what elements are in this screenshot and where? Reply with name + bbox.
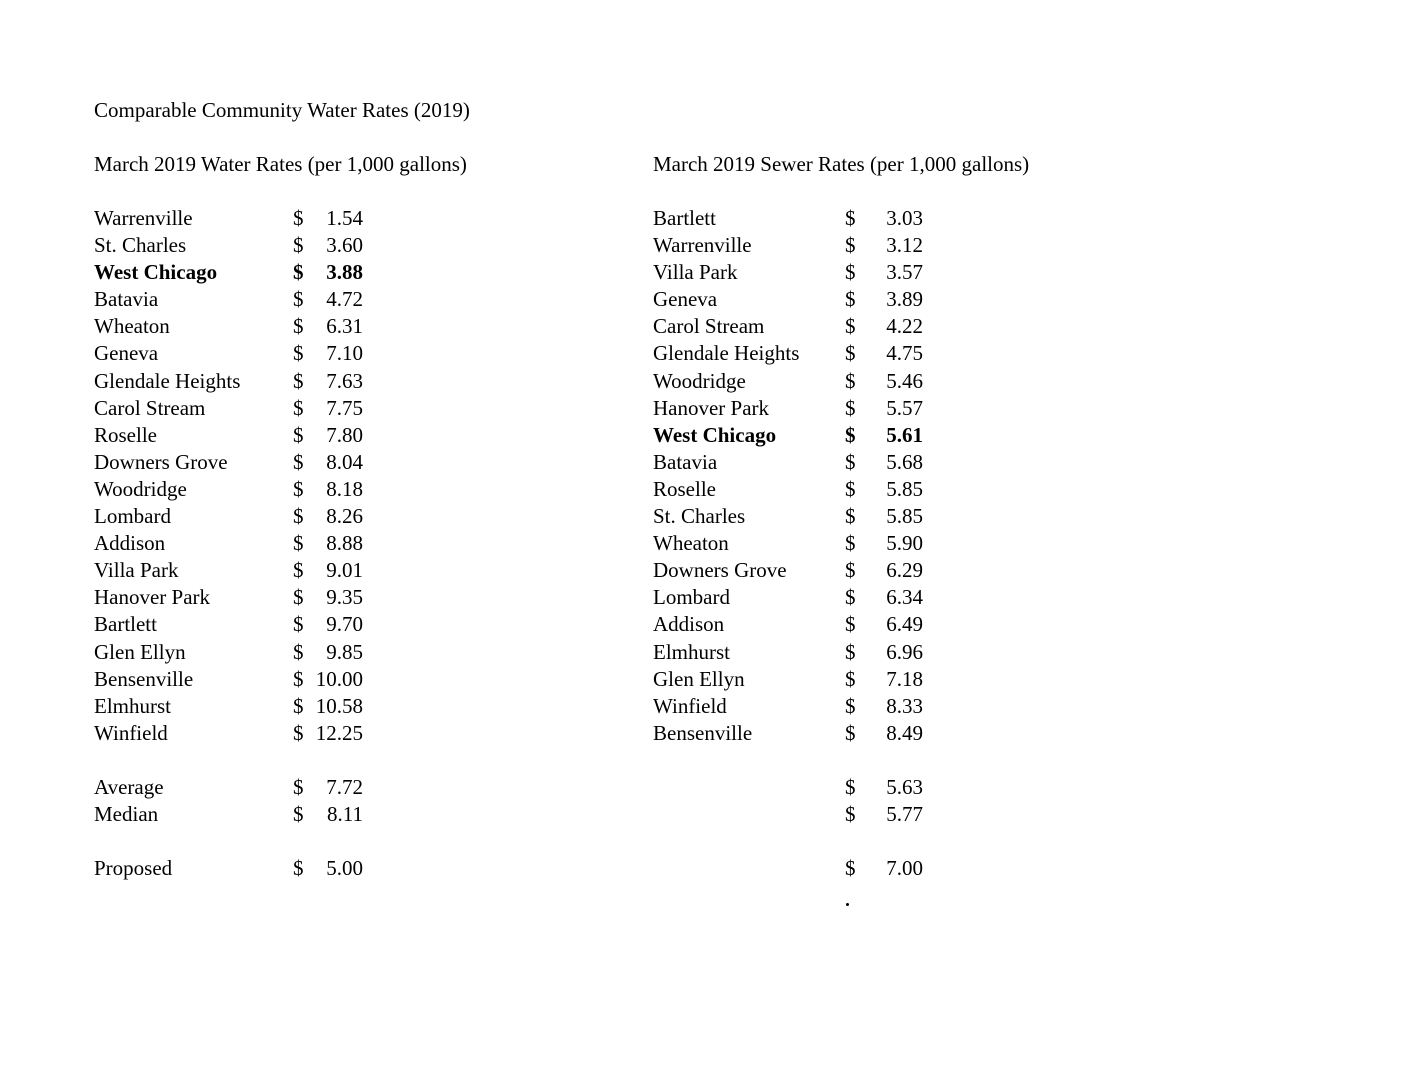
rate-value: 12.25 [315,720,363,745]
water-proposed-value: 5.00 [326,856,363,880]
currency-symbol: $ [293,666,304,691]
community-name: Winfield [94,720,168,745]
community-name: Bensenville [653,720,753,745]
currency-symbol: $ [293,395,304,420]
currency-symbol: $ [845,504,856,529]
sewer-average-value: 5.63 [886,775,923,799]
community-name: Woodridge [653,368,746,393]
rate-value: 7.18 [886,666,923,691]
rate-value: 8.88 [326,531,363,556]
currency-symbol: $ [293,558,304,583]
rate-value: 5.46 [886,368,923,393]
community-name: Downers Grove [653,558,787,583]
rate-value: 5.57 [886,395,923,420]
rate-value: 6.49 [886,612,923,637]
currency-symbol: $ [845,368,856,393]
rate-value: 7.75 [326,395,363,420]
sewer-median-currency: $ [845,802,856,826]
rate-value: 5.61 [886,422,923,447]
water-proposed-label: Proposed [94,856,173,880]
community-name: Warrenville [653,233,752,258]
rate-value: 3.12 [886,233,923,258]
currency-symbol: $ [845,476,856,501]
currency-symbol: $ [293,368,304,393]
community-name: Bartlett [653,206,716,230]
water-average-currency: $ [293,775,304,799]
currency-symbol: $ [845,287,856,312]
rate-value: 6.29 [886,558,923,583]
currency-symbol: $ [293,504,304,529]
community-name: Villa Park [653,260,738,285]
community-name: West Chicago [94,260,218,285]
water-proposed-currency: $ [293,856,304,880]
currency-symbol: $ [845,314,856,339]
community-name: Lombard [94,504,171,529]
community-name: Addison [653,612,725,637]
rate-value: 4.22 [886,314,923,339]
community-name: Wheaton [94,314,170,339]
rate-value: 6.96 [886,639,923,664]
rate-value: 4.75 [886,341,923,366]
community-name: Elmhurst [653,639,730,664]
currency-symbol: $ [293,531,304,556]
currency-symbol: $ [845,639,856,664]
community-name: Geneva [653,287,718,312]
currency-symbol: $ [845,341,856,366]
currency-symbol: $ [845,206,856,230]
currency-symbol: $ [293,476,304,501]
currency-symbol: $ [293,314,304,339]
currency-symbol: $ [845,233,856,258]
community-name: Carol Stream [94,395,206,420]
community-name: Glen Ellyn [94,639,186,664]
rate-value: 7.10 [326,341,363,366]
community-name: Addison [94,531,166,556]
community-name: Batavia [94,287,159,312]
sewer-proposed-value: 7.00 [886,856,923,880]
community-name: Hanover Park [94,585,211,610]
water-rates-heading: March 2019 Water Rates (per 1,000 gallons) [94,152,467,176]
currency-symbol: $ [293,206,304,230]
rate-value: 5.90 [886,531,923,556]
community-name: Roselle [94,422,157,447]
community-name: Glendale Heights [94,368,241,393]
currency-symbol: $ [293,585,304,610]
community-name: Glendale Heights [653,341,800,366]
water-median-value: 8.11 [327,802,363,826]
rate-value: 9.70 [326,612,363,637]
currency-symbol: $ [845,395,856,420]
community-name: Wheaton [653,531,729,556]
community-name: Woodridge [94,476,187,501]
currency-symbol: $ [845,422,856,447]
community-name: Warrenville [94,206,193,230]
rate-value: 3.57 [886,260,923,285]
currency-symbol: $ [293,612,304,637]
rate-value: 5.68 [886,449,923,474]
community-name: Bensenville [94,666,194,691]
water-average-label: Average [94,775,164,799]
currency-symbol: $ [293,422,304,447]
currency-symbol: $ [845,693,856,718]
water-median-label: Median [94,802,159,826]
rate-value: 5.85 [886,504,923,529]
rate-value: 8.18 [326,476,363,501]
currency-symbol: $ [845,612,856,637]
rate-value: 3.89 [886,287,923,312]
community-name: Winfield [653,693,727,718]
currency-symbol: $ [845,449,856,474]
rate-value: 3.88 [326,260,363,285]
rate-value: 8.26 [326,504,363,529]
community-name: St. Charles [94,233,187,258]
rate-value: 7.63 [326,368,363,393]
community-name: Downers Grove [94,449,228,474]
rate-value: 7.80 [326,422,363,447]
community-name: Lombard [653,585,730,610]
rate-value: 8.49 [886,720,923,745]
rate-value: 6.31 [326,314,363,339]
community-name: West Chicago [653,422,777,447]
rate-value: 9.85 [326,639,363,664]
rate-value: 8.33 [886,693,923,718]
rate-value: 5.85 [886,476,923,501]
currency-symbol: $ [845,260,856,285]
sewer-proposed-currency: $ [845,856,856,880]
currency-symbol: $ [845,720,856,745]
currency-symbol: $ [293,233,304,258]
rate-value: 1.54 [326,206,363,230]
rate-value: 8.04 [326,449,363,474]
community-name: Villa Park [94,558,179,583]
rate-value: 4.72 [326,287,363,312]
currency-symbol: $ [845,585,856,610]
currency-symbol: $ [845,666,856,691]
stray-dot [846,903,849,906]
currency-symbol: $ [293,260,304,285]
community-name: Glen Ellyn [653,666,745,691]
currency-symbol: $ [845,558,856,583]
water-average-value: 7.72 [326,775,363,799]
currency-symbol: $ [293,639,304,664]
rate-value: 10.58 [315,693,363,718]
currency-symbol: $ [293,287,304,312]
currency-symbol: $ [845,531,856,556]
page-title: Comparable Community Water Rates (2019) [94,98,470,122]
sewer-median-value: 5.77 [886,802,923,826]
community-name: Roselle [653,476,716,501]
community-name: Bartlett [94,612,157,637]
water-median-currency: $ [293,802,304,826]
rate-value: 6.34 [886,585,923,610]
rate-value: 10.00 [315,666,363,691]
community-name: Elmhurst [94,693,171,718]
community-name: Hanover Park [653,395,770,420]
rate-value: 9.01 [326,558,363,583]
sewer-average-currency: $ [845,775,856,799]
rate-value: 9.35 [326,585,363,610]
community-name: Carol Stream [653,314,765,339]
currency-symbol: $ [293,449,304,474]
community-name: Geneva [94,341,159,366]
rate-value: 3.03 [886,206,923,230]
currency-symbol: $ [293,693,304,718]
sewer-rates-heading: March 2019 Sewer Rates (per 1,000 gallons) [653,152,1030,176]
currency-symbol: $ [293,720,304,745]
currency-symbol: $ [293,341,304,366]
community-name: St. Charles [653,504,746,529]
community-name: Batavia [653,449,718,474]
rate-value: 3.60 [326,233,363,258]
